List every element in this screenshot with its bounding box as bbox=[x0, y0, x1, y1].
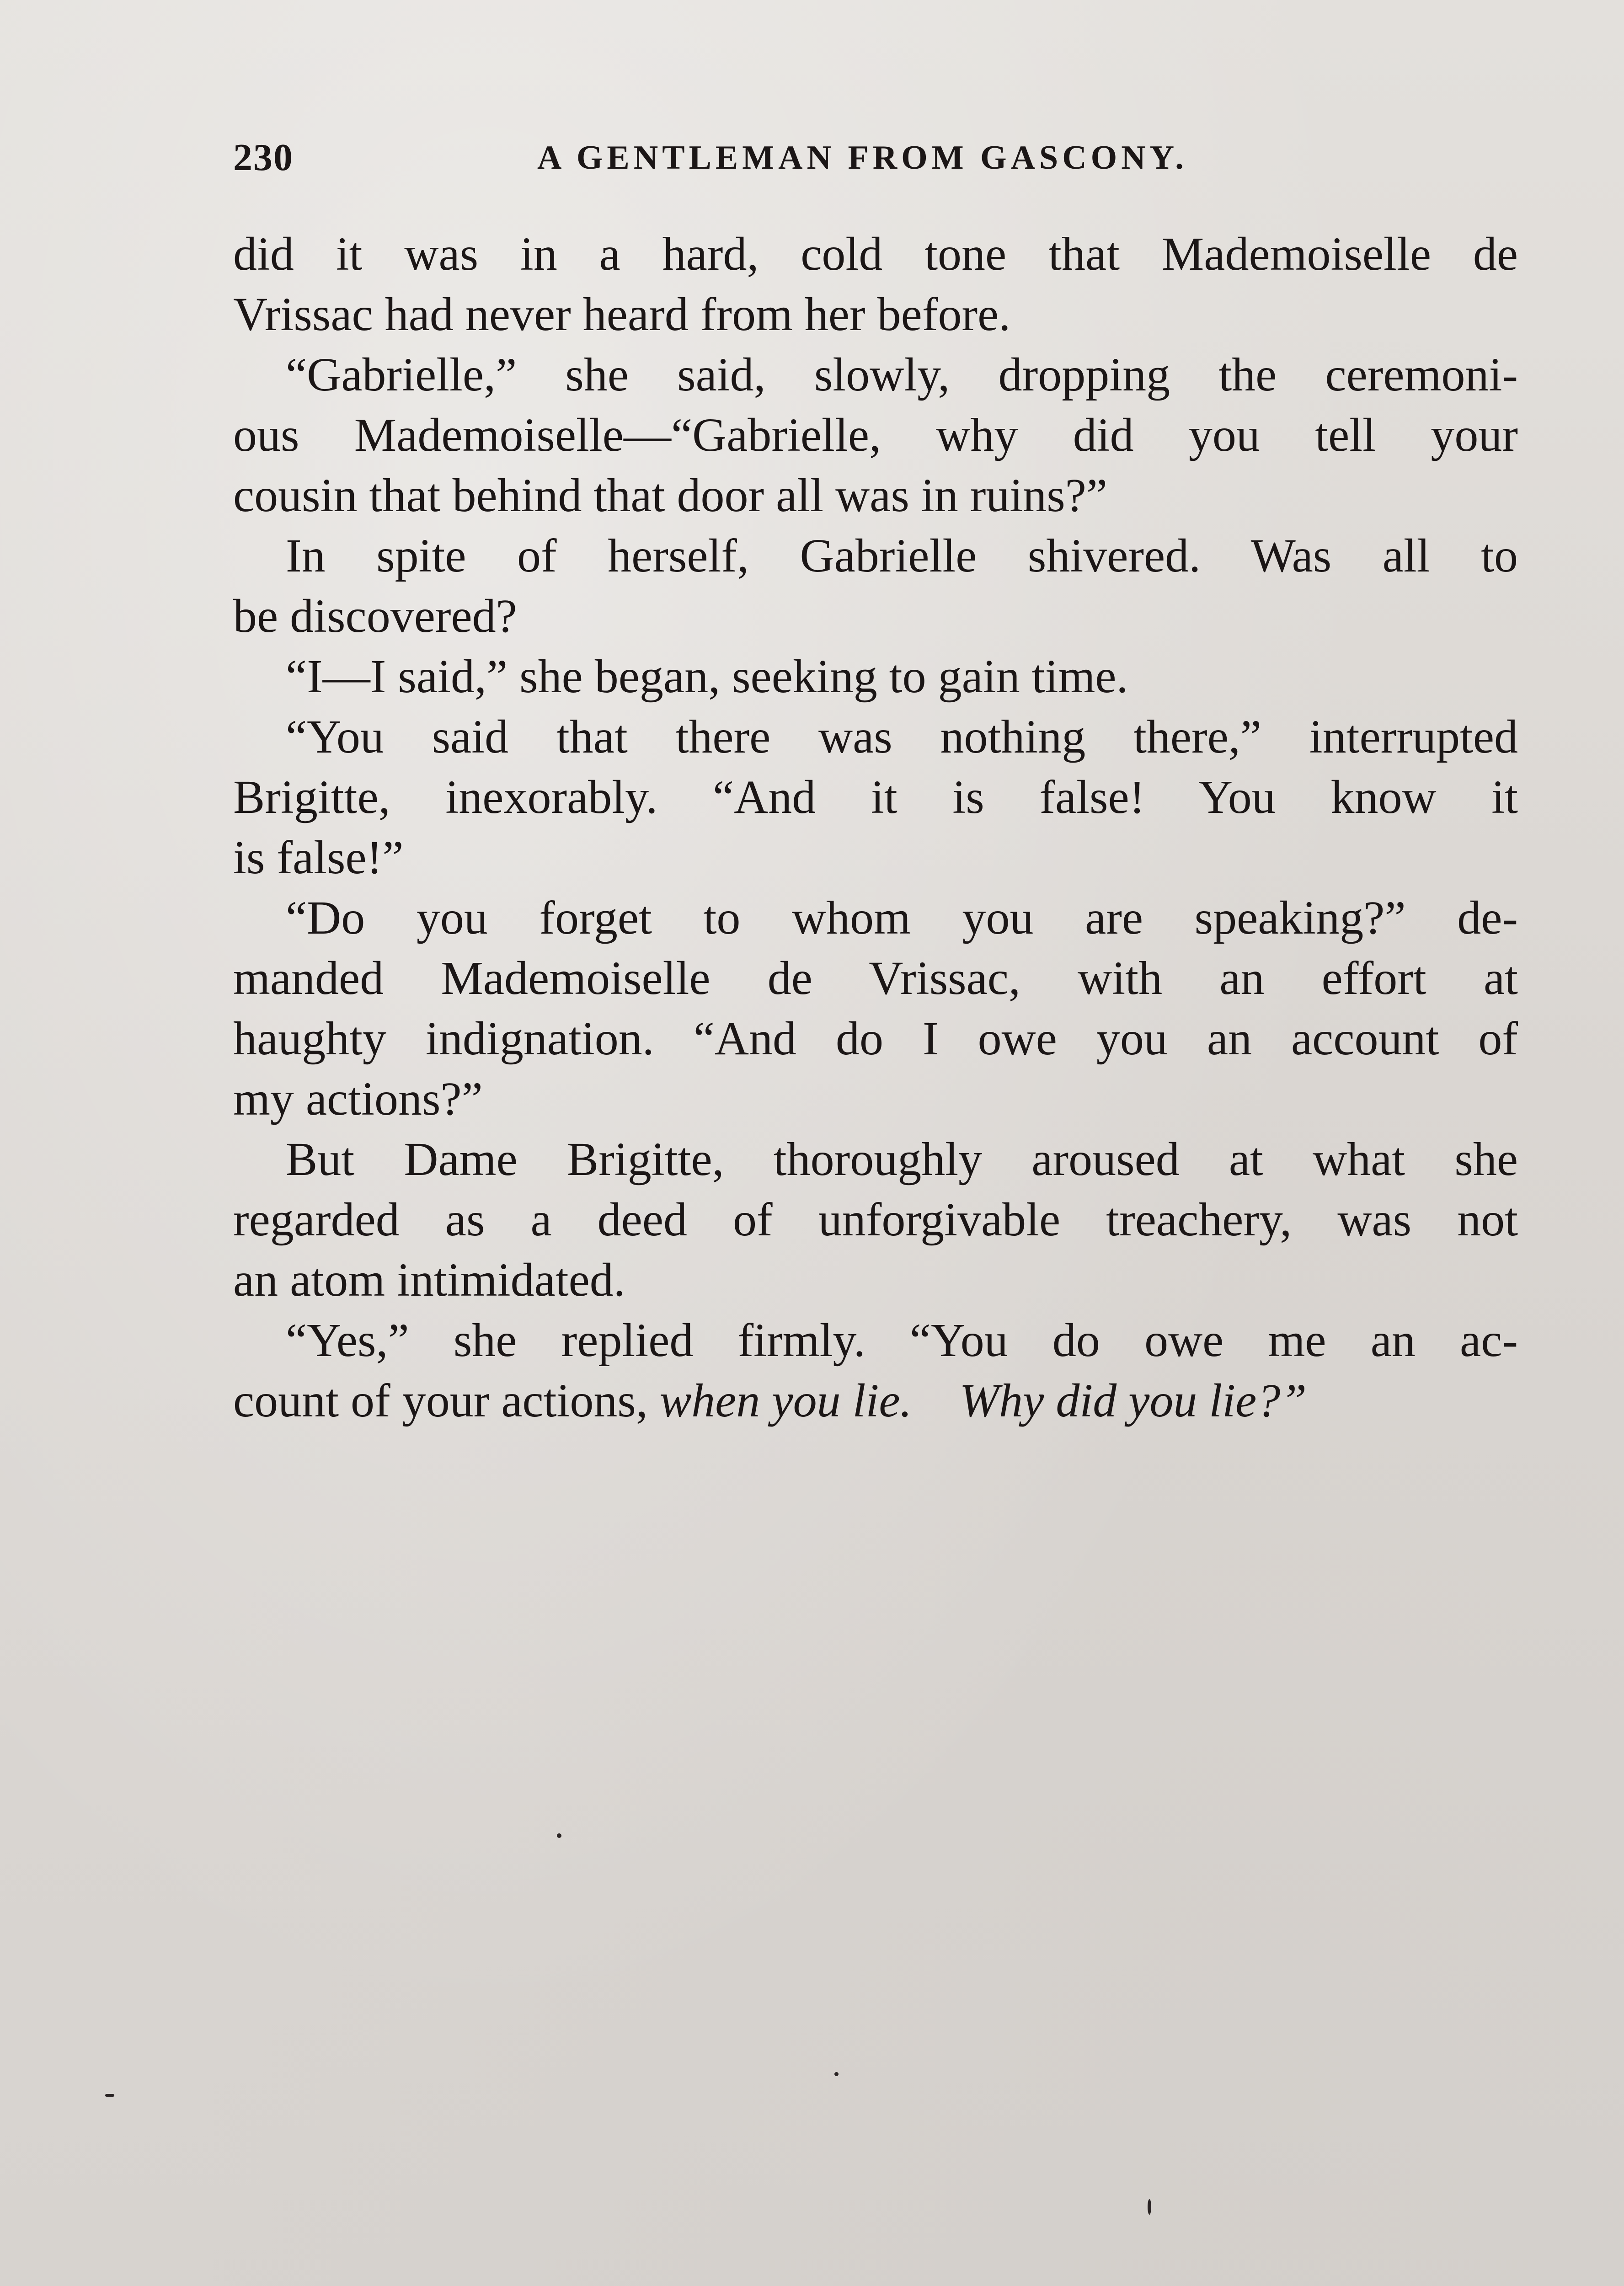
text-line: “You said that there was nothing there,” interrupted bbox=[286, 710, 1518, 763]
page-number: 230 bbox=[233, 136, 294, 179]
text-line: did it was in a hard, cold tone that Mademoiselle de bbox=[233, 228, 1518, 280]
text-line: manded Mademoiselle de Vrissac, with an effort at bbox=[233, 952, 1518, 1004]
final-line-italic-1: when you lie. bbox=[659, 1374, 912, 1427]
text-line: an atom intimidated. bbox=[233, 1254, 625, 1306]
final-line-italic-2: Why did you lie?” bbox=[959, 1374, 1307, 1427]
text-line: ous Mademoiselle—“Gabrielle, why did you tell your bbox=[233, 409, 1518, 461]
text-line: my actions?” bbox=[233, 1073, 483, 1125]
paper-speck bbox=[1148, 2199, 1151, 2215]
text-line: be discovered? bbox=[233, 590, 517, 642]
text-line: regarded as a deed of unforgivable treachery, was not bbox=[233, 1193, 1518, 1246]
paper-speck bbox=[834, 2072, 839, 2076]
text-line: “Gabrielle,” she said, slowly, dropping the ceremoni- bbox=[286, 348, 1518, 401]
page-header bbox=[233, 133, 1513, 183]
text-line: cousin that behind that door all was in ruins?” bbox=[233, 469, 1108, 522]
text-line: In spite of herself, Gabrielle shivered. Was all to bbox=[286, 529, 1518, 582]
text-line-final bbox=[233, 1371, 1518, 1431]
paper-speck bbox=[105, 2094, 114, 2097]
text-line: But Dame Brigitte, thoroughly aroused at what she bbox=[286, 1133, 1518, 1186]
text-line: “I—I said,” she began, seeking to gain time. bbox=[286, 650, 1128, 703]
running-head: A GENTLEMAN FROM GASCONY. bbox=[537, 139, 1188, 176]
text-line: is false!” bbox=[233, 831, 404, 884]
text-line: haughty indignation. “And do I owe you an account of bbox=[233, 1012, 1518, 1065]
body-text bbox=[233, 224, 1518, 1431]
final-line-plain: count of your actions, bbox=[233, 1374, 660, 1427]
text-line: “Do you forget to whom you are speaking?” de- bbox=[286, 892, 1518, 944]
text-line: Vrissac had never heard from her before. bbox=[233, 288, 1011, 341]
text-line: “Yes,” she replied firmly. “You do owe me an ac- bbox=[286, 1314, 1518, 1367]
paper-speck bbox=[557, 1833, 561, 1838]
text-line: Brigitte, inexorably. “And it is false! You know it bbox=[233, 771, 1518, 823]
